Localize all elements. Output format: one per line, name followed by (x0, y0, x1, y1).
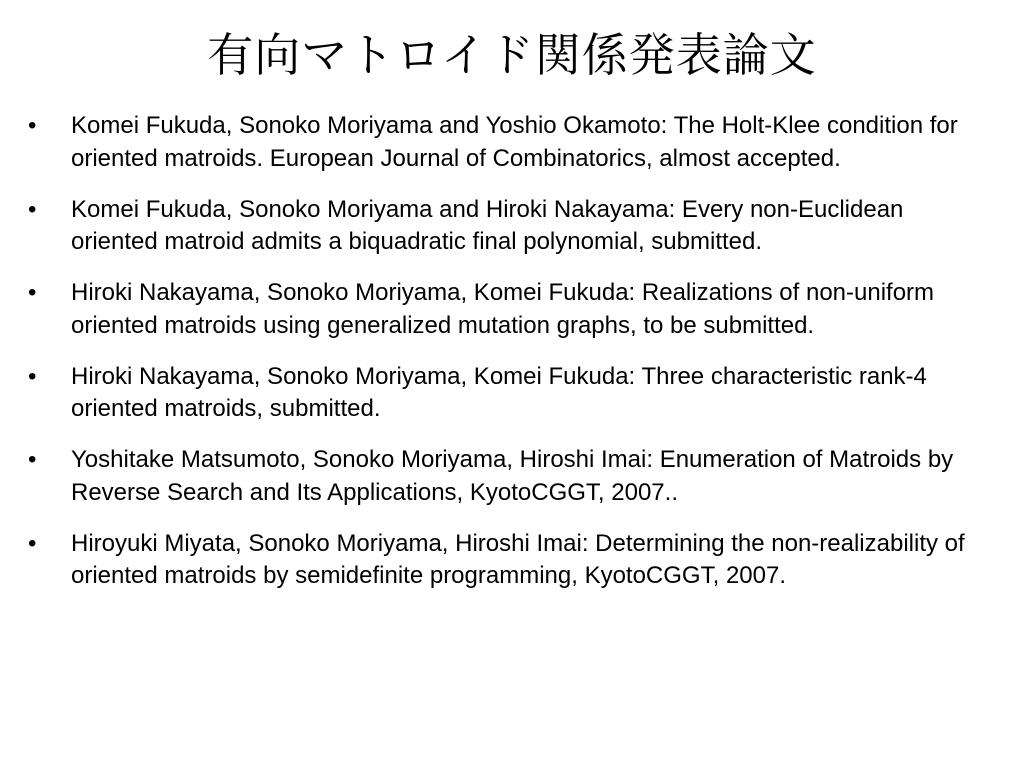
publication-text: Komei Fukuda, Sonoko Moriyama and Yoshio Okamoto: The Holt-Klee condition for oriented matroids. European Journal of Combinatorics, almost accepted. (71, 112, 958, 172)
publication-item (28, 277, 988, 342)
publication-text: Hiroyuki Miyata, Sonoko Moriyama, Hiroshi Imai: Determining the non-realizability of oriented matroids by semidefinite programming, KyotoCGGT, 2007. (71, 529, 965, 589)
publication-item (28, 444, 988, 509)
publication-item (28, 361, 988, 426)
bullet-icon: • (28, 446, 37, 473)
slide-title: 有向マトロイド関係発表論文 (207, 28, 817, 82)
bullet-icon: • (28, 195, 37, 223)
publication-text: Yoshitake Matsumoto, Sonoko Moriyama, Hiroshi Imai: Enumeration of Matroids by Reverse Search and Its Applications, KyotoCGGT, 2007.. (71, 446, 954, 506)
publication-text: Hiroki Nakayama, Sonoko Moriyama, Komei Fukuda: Realizations of non-uniform oriented matroids using generalized mutation graphs, to be submitted. (71, 279, 935, 339)
bullet-icon: • (28, 112, 37, 139)
bullet-icon: • (28, 362, 37, 390)
bullet-icon: • (28, 279, 37, 306)
publication-list (28, 110, 988, 611)
publication-item (28, 110, 988, 175)
publication-text: Komei Fukuda, Sonoko Moriyama and Hiroki Nakayama: Every non-Euclidean oriented matroid admits a biquadratic final polynomial, submitted. (71, 195, 904, 255)
publication-item (28, 194, 988, 259)
publication-text: Hiroki Nakayama, Sonoko Moriyama, Komei Fukuda: Three characteristic rank-4 oriented matroids, submitted. (71, 362, 927, 422)
publication-item (28, 528, 988, 593)
bullet-icon: • (28, 529, 37, 557)
